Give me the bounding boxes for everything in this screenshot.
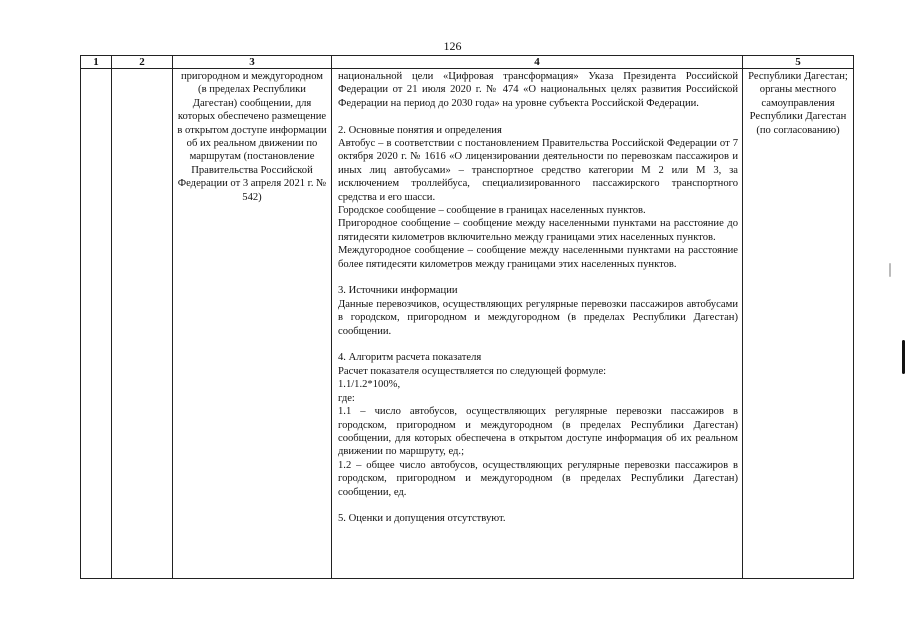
table-header-row xyxy=(81,56,854,69)
formula: 1.1/1.2*100%, xyxy=(338,379,401,391)
table-row xyxy=(81,69,854,579)
section-3-title: 3. Источники информации xyxy=(338,285,458,297)
header-col-2: 2 xyxy=(112,56,173,69)
document-table xyxy=(80,55,854,579)
definition-suburban: Пригородное сообщение – сообщение между населенными пунктами на расстояние до пятидесяти километров включительно между границами этих населенных пунктов. xyxy=(338,218,738,243)
header-col-5: 5 xyxy=(743,56,854,69)
cell-methodology xyxy=(332,69,743,579)
variable-1-2: 1.2 – общее число автобусов, осуществляющих регулярные перевозки пассажиров в городском, пригородном и междугородном (в пределах Республики Дагестан) сообщении, ед. xyxy=(338,459,738,498)
section-2-title: 2. Основные понятия и определения xyxy=(338,124,502,136)
header-col-4: 4 xyxy=(332,56,743,69)
page-number: 126 xyxy=(443,39,462,53)
header-col-3: 3 xyxy=(173,56,332,69)
cell-responsible: Республики Дагестан; органы местного самоуправления Республики Дагестан (по согласованию) xyxy=(743,69,854,579)
header-col-1: 1 xyxy=(81,56,112,69)
cell-col-2 xyxy=(112,69,173,579)
scan-mark xyxy=(889,263,891,277)
variable-1-1: 1.1 – число автобусов, осуществляющих регулярные перевозки пассажиров в городском, пригородном и междугородном (в пределах Республики Дагестан) сообщении, для которых обеспечена в открытом доступе информация об их реальном движении по маршруту, ед.; xyxy=(338,406,738,458)
methodology-intro: национальной цели «Цифровая трансформация» Указа Президента Российской Федерации от 21 июля 2020 г. № 474 «О национальных целях развития Российской Федерации на период до 2030 года» на уровне субъекта Российской Федерации. xyxy=(338,71,738,109)
section-4-line: Расчет показателя осуществляется по следующей формуле: xyxy=(338,365,607,377)
section-5: 5. Оценки и допущения отсутствуют. xyxy=(338,513,506,525)
cell-indicator-name: пригородном и междугородном (в пределах Республики Дагестан) сообщении, для которых обеспечено размещение в открытом доступе информации об их реальном движении по маршрутам (постановление Правительства Российской Федерации от 3 апреля 2021 г. № 542) xyxy=(173,69,332,579)
definition-intercity: Междугородное сообщение – сообщение между населенными пунктами на расстояние более пятидесяти километров между границами этих населенных пунктов. xyxy=(338,245,738,270)
section-3-text: Данные перевозчиков, осуществляющих регулярные перевозки пассажиров автобусами в городском, пригородном и междугородном (в пределах Республики Дагестан) сообщении. xyxy=(338,298,738,337)
definition-city: Городское сообщение – сообщение в границах населенных пунктов. xyxy=(338,205,646,217)
section-4-title: 4. Алгоритм расчета показателя xyxy=(338,352,482,364)
definition-bus: Автобус – в соответствии с постановлением Правительства Российской Федерации от 7 октября 2020 г. № 1616 «О лицензировании деятельности по перевозкам пассажиров и иных лиц автобусами» – транспортное средство категории М 2 или М 3, за исключением троллейбуса, специализированного пассажирского транспортного средства и его шасси. xyxy=(338,138,738,203)
formula-where: где: xyxy=(338,392,355,404)
cell-col-1 xyxy=(81,69,112,579)
